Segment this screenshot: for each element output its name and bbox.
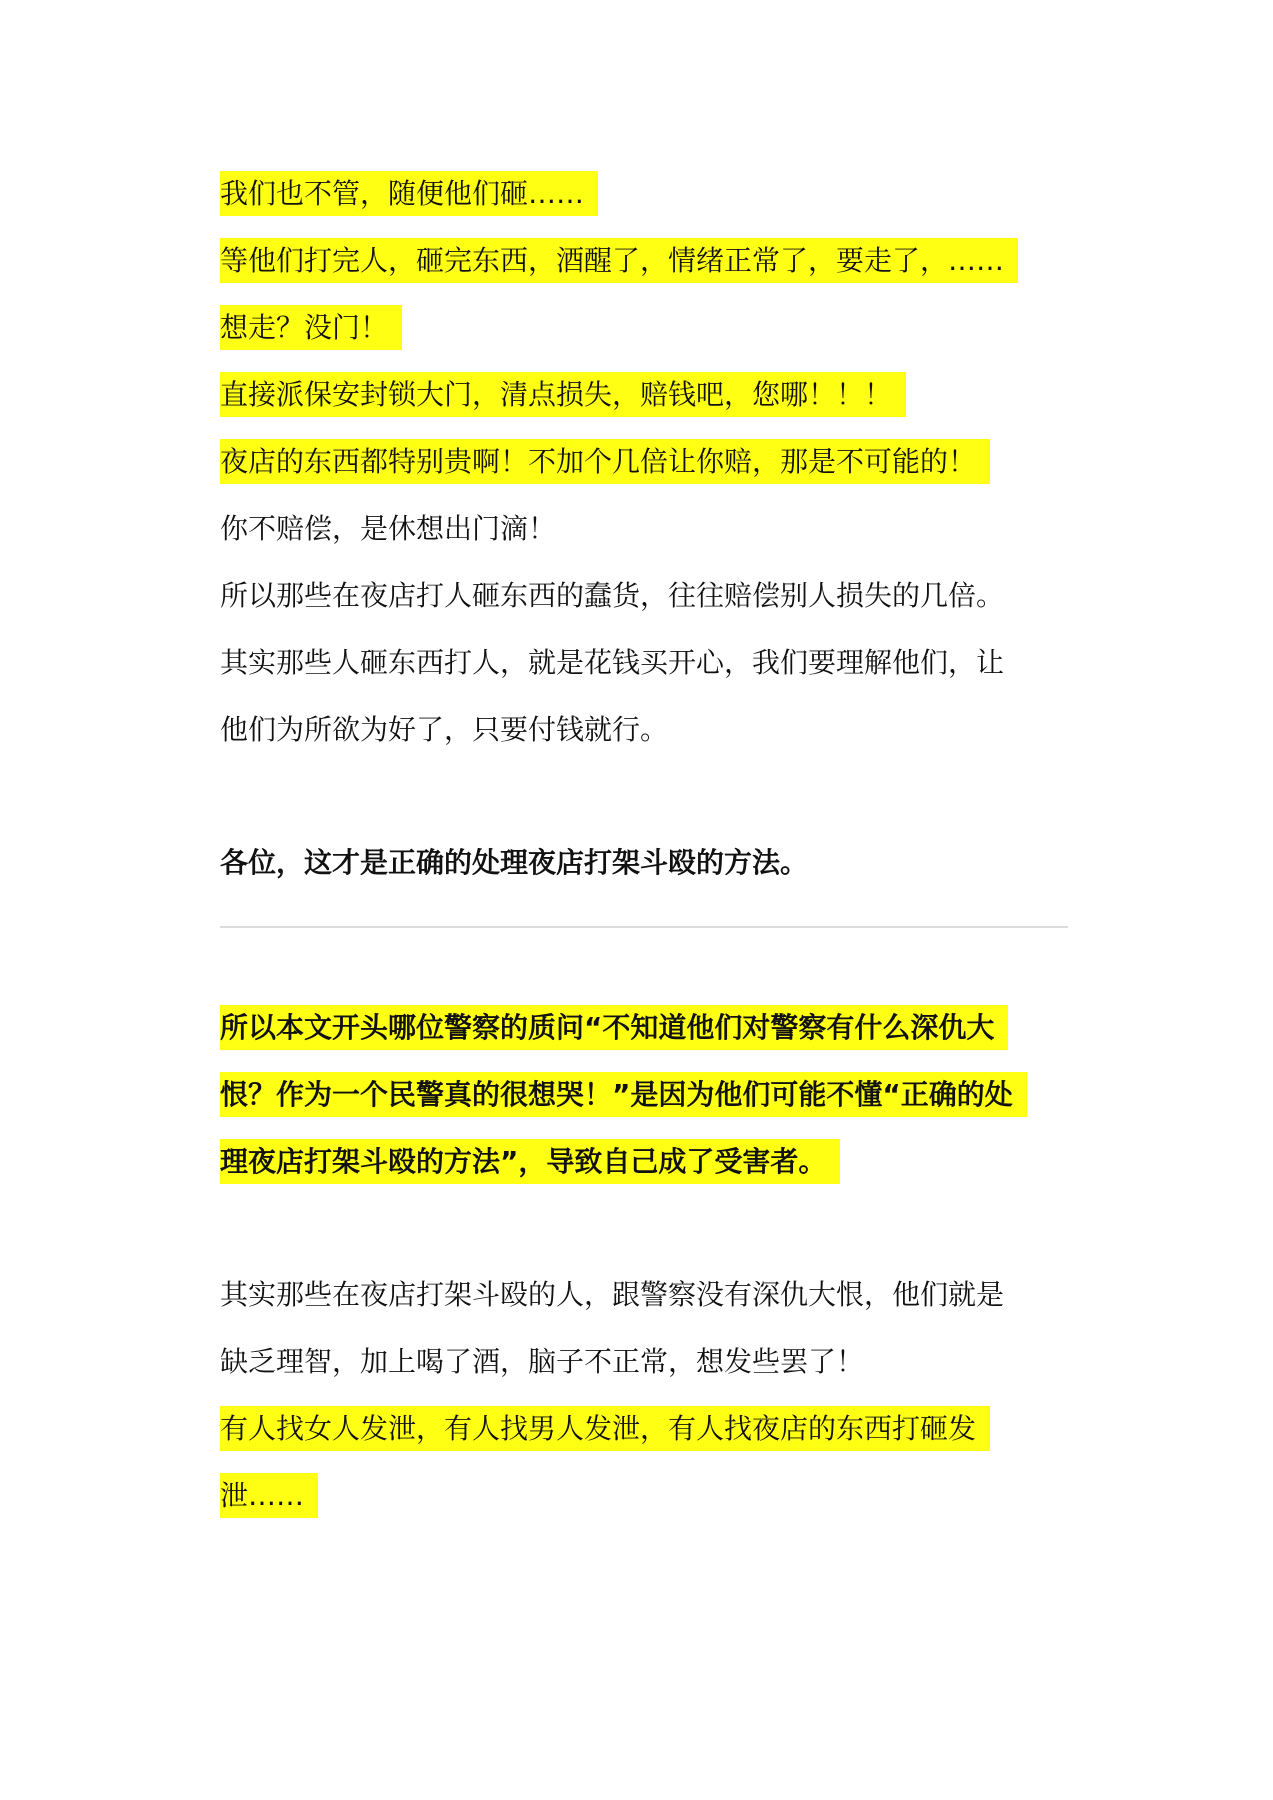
- bold-highlighted-text: 理夜店打架斗殴的方法”，导致自己成了受害者。: [220, 1139, 840, 1184]
- text-line: [220, 1395, 1070, 1462]
- body-text: 其实那些在夜店打架斗殴的人，跟警察没有深仇大恨，他们就是: [220, 1278, 1005, 1311]
- spacer: [220, 896, 1070, 926]
- text-line: [220, 428, 1070, 495]
- body-text: 其实那些人砸东西打人，就是花钱买开心，我们要理解他们，让: [220, 646, 1005, 679]
- highlighted-text: 等他们打完人，砸完东西，酒醒了，情绪正常了，要走了，……: [220, 238, 1018, 283]
- highlighted-text: 想走？没门！: [220, 305, 402, 350]
- body-text: 他们为所欲为好了，只要付钱就行。: [220, 713, 669, 746]
- text-line: [220, 1061, 1070, 1128]
- text-line: [220, 294, 1070, 361]
- spacer: [220, 1195, 1070, 1261]
- text-line: [220, 160, 1070, 227]
- spacer: [220, 928, 1070, 994]
- article-body: [220, 160, 1070, 1529]
- text-line: [220, 629, 1070, 696]
- body-text: 缺乏理智，加上喝了酒，脑子不正常，想发些罢了！: [220, 1345, 865, 1378]
- spacer: [220, 763, 1070, 829]
- body-text: 你不赔偿，是休想出门滴！: [220, 512, 557, 545]
- text-line: [220, 994, 1070, 1061]
- highlighted-text: 直接派保安封锁大门，清点损失，赔钱吧，您哪！！！: [220, 372, 906, 417]
- bold-statement-text: 各位，这才是正确的处理夜店打架斗殴的方法。: [220, 846, 809, 879]
- text-line: [220, 1128, 1070, 1195]
- highlighted-text: 有人找女人发泄，有人找男人发泄，有人找夜店的东西打砸发: [220, 1406, 990, 1451]
- bold-highlighted-text: 恨？作为一个民警真的很想哭！”是因为他们可能不懂“正确的处: [220, 1072, 1027, 1117]
- text-line: [220, 1462, 1070, 1529]
- body-text: 所以那些在夜店打人砸东西的蠢货，往往赔偿别人损失的几倍。: [220, 579, 1005, 612]
- text-line: [220, 696, 1070, 763]
- text-line: [220, 562, 1070, 629]
- highlighted-text: 我们也不管，随便他们砸……: [220, 171, 598, 216]
- text-line: [220, 1328, 1070, 1395]
- highlighted-text: 泄……: [220, 1473, 318, 1518]
- bold-highlighted-text: 所以本文开头哪位警察的质问“不知道他们对警察有什么深仇大: [220, 1005, 1008, 1050]
- highlighted-text: 夜店的东西都特别贵啊！不加个几倍让你赔，那是不可能的！: [220, 439, 990, 484]
- text-line: [220, 361, 1070, 428]
- text-line: [220, 227, 1070, 294]
- text-line: [220, 495, 1070, 562]
- bold-statement: [220, 829, 1070, 896]
- text-line: [220, 1261, 1070, 1328]
